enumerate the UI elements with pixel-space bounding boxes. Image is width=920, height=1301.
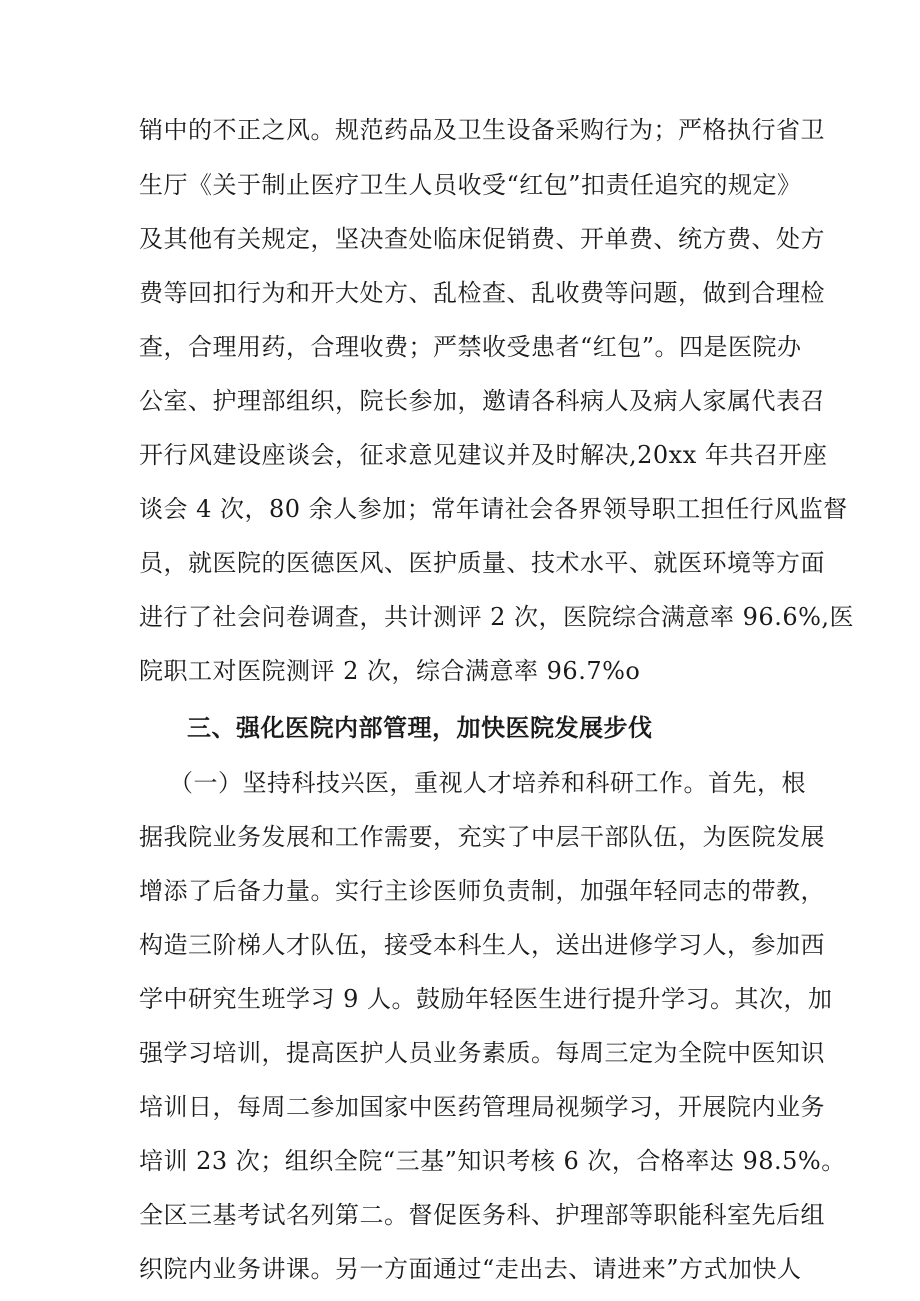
section-paragraph-line: 学中研究生班学习 9 人。鼓励年轻医生进行提升学习。其次，加 xyxy=(139,985,833,1013)
section-paragraph-line: 织院内业务讲课。另一方面通过“走出去、请进来”方式加快人 xyxy=(139,1255,802,1283)
paragraph-line: 谈会 4 次，80 余人参加；常年请社会各界领导职工担任行风监督 xyxy=(139,495,848,523)
section-paragraph-line: 构造三阶梯人才队伍，接受本科生人，送出进修学习人，参加西 xyxy=(139,931,825,959)
section-paragraph-line: 增添了后备力量。实行主诊医师负责制，加强年轻同志的带教， xyxy=(139,877,825,905)
paragraph-line: 查，合理用药，合理收费；严禁收受患者“红包”。四是医院办 xyxy=(139,333,802,361)
paragraph-line: 院职工对医院测评 2 次，综合满意率 96.7%o xyxy=(139,657,641,685)
paragraph-line: 开行风建设座谈会，征求意见建议并及时解决,20xx 年共召开座 xyxy=(139,441,828,469)
section-paragraph-line: 培训 23 次；组织全院“三基”知识考核 6 次，合格率达 98.5%。 xyxy=(139,1147,846,1175)
paragraph-line: 进行了社会问卷调查，共计测评 2 次，医院综合满意率 96.6%,医 xyxy=(139,603,855,631)
section-paragraph-line: （一）坚持科技兴医，重视人才培养和科研工作。首先，根 xyxy=(169,769,806,797)
paragraph-line: 销中的不正之风。规范药品及卫生设备采购行为；严格执行省卫 xyxy=(139,116,825,144)
section-paragraph-line: 据我院业务发展和工作需要，充实了中层干部队伍，为医院发展 xyxy=(139,823,825,851)
section-heading: 三、强化医院内部管理，加快医院发展步伐 xyxy=(187,713,653,742)
paragraph-line: 生厅《关于制止医疗卫生人员收受“红包”扣责任追究的规定》 xyxy=(139,171,802,199)
paragraph-line: 费等回扣行为和开大处方、乱检查、乱收费等问题，做到合理检 xyxy=(139,279,825,307)
section-paragraph-line: 培训日，每周二参加国家中医药管理局视频学习，开展院内业务 xyxy=(139,1093,825,1121)
section-paragraph-line: 强学习培训，提高医护人员业务素质。每周三定为全院中医知识 xyxy=(139,1039,825,1067)
paragraph-line: 公室、护理部组织，院长参加，邀请各科病人及病人家属代表召 xyxy=(139,387,825,415)
paragraph-line: 及其他有关规定，坚决查处临床促销费、开单费、统方费、处方 xyxy=(139,225,825,253)
section-paragraph-line: 全区三基考试名列第二。督促医务科、护理部等职能科室先后组 xyxy=(139,1201,825,1229)
paragraph-line: 员，就医院的医德医风、医护质量、技术水平、就医环境等方面 xyxy=(139,549,825,577)
